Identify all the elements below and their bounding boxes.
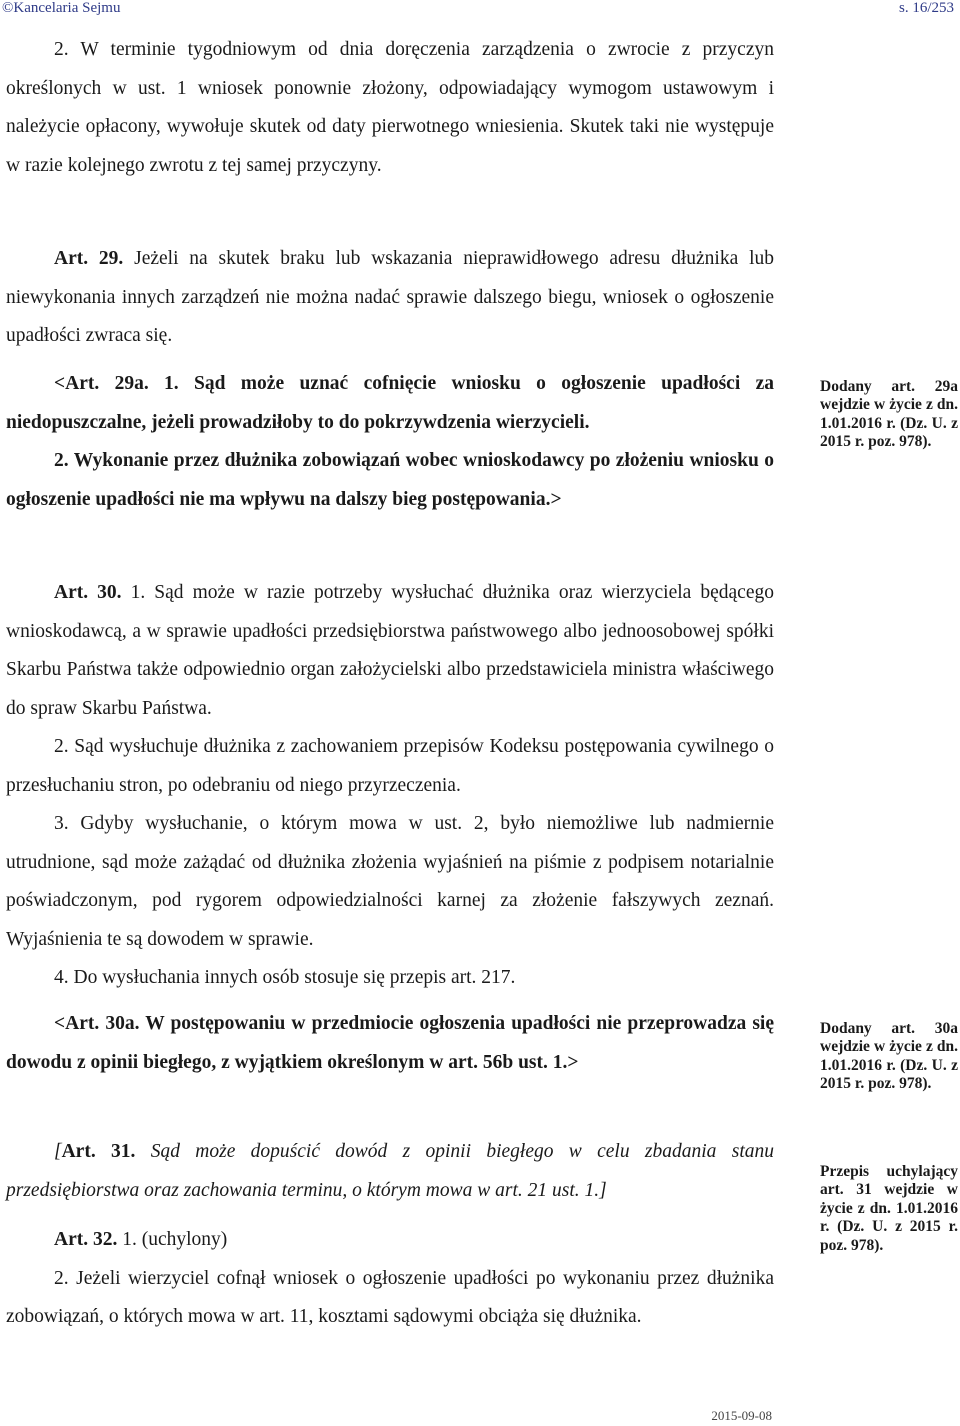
article-30a (6, 1005, 774, 1082)
footer-date: 2015-09-08 (711, 1408, 772, 1423)
paragraph-zwrot-wniosku (6, 31, 774, 185)
article-32-ust-1 (6, 1221, 774, 1260)
article-31-text: Sąd może dopuścić dowód z opinii biegłego w celu zbadania stanu przedsiębiorstwa oraz zachowania terminu, o którym mowa w art. 21 ust. 1. (6, 1141, 774, 1201)
article-30-ust-3: 3. Gdyby wysłuchanie, o którym mowa w ust. 2, było niemożliwe lub nadmiernie utrudnione, sąd może zażądać od dłużnika złożenia wyjaśnień na piśmie z podpisem notarialnie poświadczonym, pod rygorem odpowiedzialności karnej za złożenie fałszywych zeznań. Wyjaśnienia te są dowodem w sprawie. (6, 813, 774, 950)
article-30-ust-1 (6, 574, 774, 728)
header-source: © Kancelaria Sejmu (2, 0, 120, 17)
article-29a-ust-2: 2. Wykonanie przez dłużnika zobowiązań wobec wnioskodawcy po złożeniu wniosku o ogłoszenie upadłości nie ma wpływu na dalszy bieg postępowania.> (6, 450, 774, 510)
article-31-label: Art. 31. (61, 1141, 136, 1162)
article-31-paragraph (6, 1133, 774, 1210)
article-29a-ust-1: <Art. 29a. 1. Sąd może uznać cofnięcie wniosku o ogłoszenie upadłości za niedopuszczalne, jeżeli prowadziłoby to do pokrzywdzenia wierzycieli. (6, 373, 774, 433)
article-29 (6, 240, 774, 356)
paragraph-text: 2. W terminie tygodniowym od dnia doręczenia zarządzenia o zwrocie z przyczyn określonych w ust. 1 wniosek ponownie złożony, odpowiadający wymogom ustawowym i należycie opłacony, wywołuje skutek od daty pierwotnego wniesienia. Skutek taki nie występuje w razie kolejnego zwrotu z tej samej przyczyny. (6, 39, 774, 176)
article-29-label: Art. 29. (54, 248, 124, 269)
article-31 (6, 1133, 774, 1210)
header-page-number: s. 16/253 (899, 0, 954, 17)
margin-note-art-29a: Dodany art. 29a wejdzie w życie z dn. 1.01.2016 r. (Dz. U. z 2015 r. poz. 978). (820, 378, 958, 451)
article-31-open-bracket: [ (54, 1141, 62, 1162)
article-31-close-bracket: ] (599, 1179, 607, 1201)
margin-note-art-30a: Dodany art. 30a wejdzie w życie z dn. 1.01.2016 r. (Dz. U. z 2015 r. poz. 978). (820, 1020, 958, 1093)
margin-note-art-31: Przepis uchylający art. 31 wejdzie w życie z dn. 1.01.2016 r. (Dz. U. z 2015 r. poz. 978). (820, 1163, 958, 1254)
article-29a (6, 365, 774, 519)
article-30-ust-2: 2. Sąd wysłuchuje dłużnika z zachowaniem przepisów Kodeksu postępowania cywilnego o przesłuchaniu stron, po odebraniu od niego przyrzeczenia. (6, 736, 774, 796)
article-29-paragraph (6, 240, 774, 356)
article-30 (6, 574, 774, 998)
article-30-ust-4: 4. Do wysłuchania innych osób stosuje się przepis art. 217. (54, 967, 516, 988)
article-29-text: Jeżeli na skutek braku lub wskazania nieprawidłowego adresu dłużnika lub niewykonania innych zarządzeń nie można nadać sprawie dalszego biegu, wniosek o ogłoszenie upadłości zwraca się. (6, 248, 774, 346)
article-32-label: Art. 32. (54, 1229, 118, 1250)
article-32-ust-1-text: 1. (uchylony) (117, 1229, 228, 1250)
article-32 (6, 1221, 774, 1337)
article-32-ust-2: 2. Jeżeli wierzyciel cofnął wniosek o ogłoszenie upadłości po wykonaniu przez dłużnika zobowiązań, o których mowa w art. 11, kosztami sądowymi obciąża się dłużnika. (6, 1267, 774, 1327)
article-30a-text: <Art. 30a. W postępowaniu w przedmiocie ogłoszenia upadłości nie przeprowadza się dowodu z opinii biegłego, z wyjątkiem określonym w art. 56b ust. 1.> (6, 1013, 774, 1073)
article-30-label: Art. 30. (54, 582, 122, 603)
article-30-ust-1-text: 1. Sąd może w razie potrzeby wysłuchać dłużnika oraz wierzyciela będącego wnioskodawcą, a w sprawie upadłości przedsiębiorstwa państwowego albo jednoosobowej spółki Skarbu Państwa także odpowiednio organ założycielski albo przedstawiciela ministra właściwego do spraw Skarbu Państwa. (6, 582, 774, 719)
